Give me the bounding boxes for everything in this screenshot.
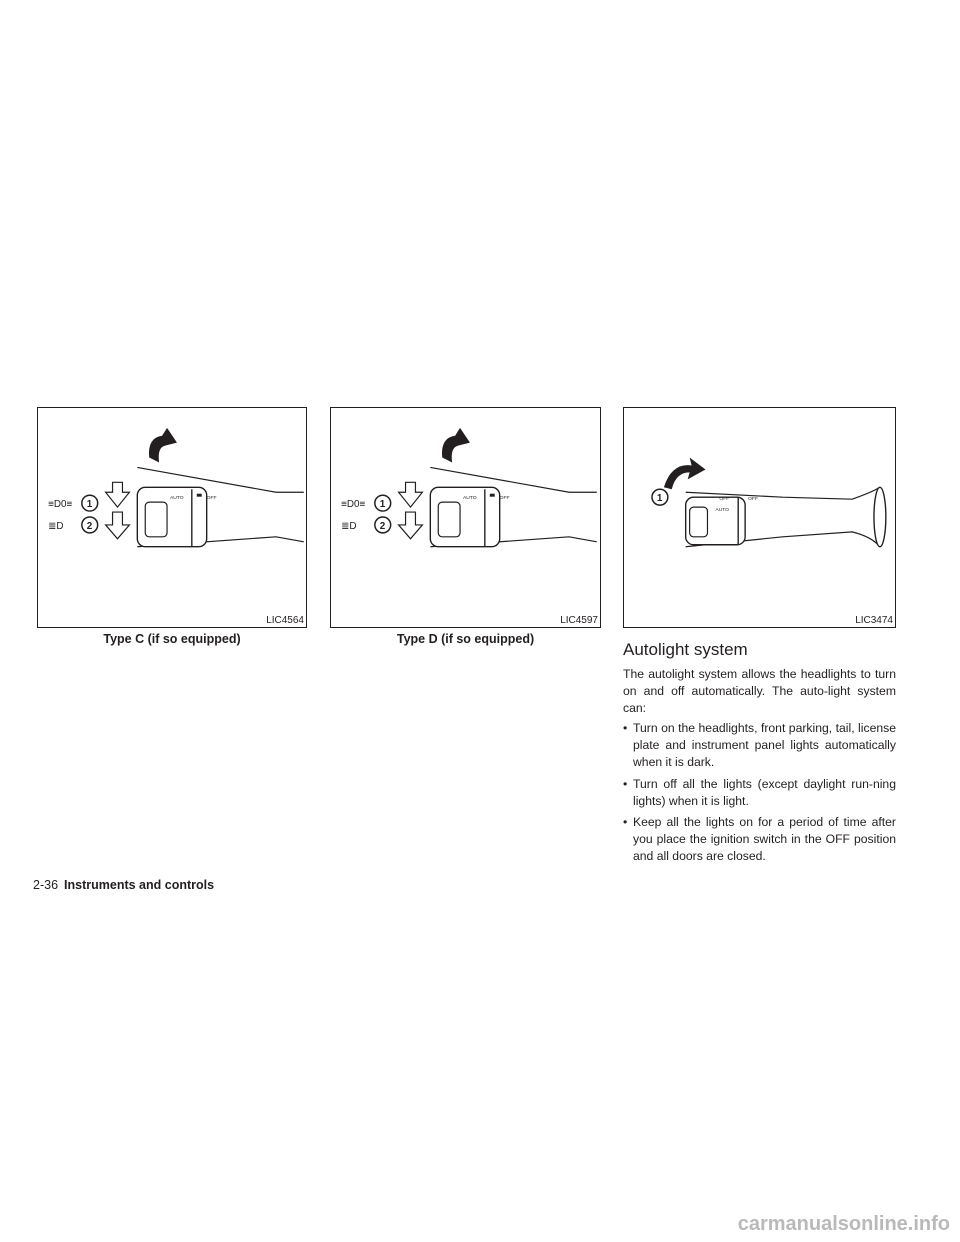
callout-1: 1	[379, 499, 386, 511]
headlight-switch-illustration-type-d	[331, 408, 600, 627]
figure-type-d	[330, 407, 601, 628]
callout-1: 1	[86, 499, 93, 511]
footer-section-title: Instruments and controls	[64, 878, 215, 892]
figure-caption-type-c: Type C (if so equipped)	[103, 632, 241, 646]
lever-label: AUTO	[463, 496, 477, 502]
figure-code: LIC3474	[855, 615, 893, 626]
lever-label: OFF	[206, 496, 217, 502]
figure-code: LIC4597	[560, 615, 598, 626]
figure-autolight	[623, 407, 896, 628]
svg-text:≡D0≡: ≡D0≡	[48, 499, 73, 511]
callout-1: 1	[656, 493, 663, 505]
intro-paragraph: The autolight system allows the headlights to turn on and off automatically. The auto-light system can:	[623, 667, 896, 716]
list-item: • Turn on the headlights, front parking, tail, license plate and instrument panel lights automatically when it is dark.	[623, 721, 896, 770]
list-item: • Keep all the lights on for a period of time after you place the ignition switch in the OFF position and all doors are closed.	[623, 815, 896, 864]
lever-label: OFF	[719, 497, 730, 503]
page-number: 2-36	[33, 878, 59, 892]
callout-2: 2	[86, 520, 93, 532]
bullet-list	[623, 720, 896, 870]
figure-code: LIC4564	[266, 615, 304, 626]
figure-type-c	[37, 407, 307, 628]
callout-2: 2	[379, 520, 386, 532]
page-footer	[33, 878, 214, 892]
watermark: carmanualsonline.info	[737, 1213, 950, 1235]
lever-label: AUTO	[715, 508, 730, 514]
lever-label: AUTO	[170, 496, 184, 502]
lever-label: OFF	[748, 497, 758, 503]
headlight-switch-illustration-type-c	[38, 408, 306, 627]
lever-label: OFF	[499, 496, 510, 502]
svg-text:≣D: ≣D	[48, 520, 64, 532]
list-item: • Turn off all the lights (except daylight run-ning lights) when it is light.	[623, 776, 896, 808]
svg-text:≡D0≡: ≡D0≡	[341, 499, 366, 511]
section-title: Autolight system	[623, 640, 748, 659]
figure-caption-type-d: Type D (if so equipped)	[396, 632, 535, 646]
svg-text:≣D: ≣D	[341, 520, 357, 532]
autolight-switch-illustration	[624, 408, 895, 627]
